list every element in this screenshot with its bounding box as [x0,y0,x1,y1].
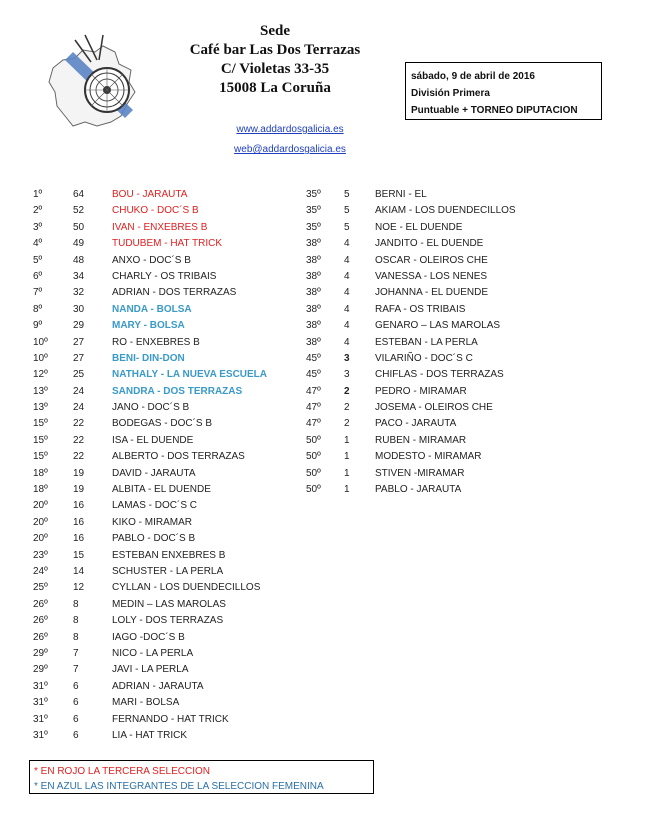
position-cell: 12º [33,369,48,381]
ranking-row [306,351,546,367]
position-cell: 26º [33,598,48,610]
points-cell: 6 [73,729,79,741]
points-cell: 29 [73,320,85,332]
points-cell: 1 [344,451,350,463]
ranking-row [306,482,546,498]
points-cell: 1 [344,467,350,479]
points-cell: 4 [344,270,350,282]
player-team-cell: SANDRA - DOS TERRAZAS [112,385,243,397]
ranking-row [306,302,546,318]
contact-links [215,120,365,160]
player-team-cell: ALBITA - EL DUENDE [112,484,211,496]
points-cell: 8 [73,615,79,627]
ranking-row [306,187,546,203]
ranking-row [33,466,303,482]
player-team-cell: RAFA - OS TRIBAIS [375,303,466,315]
player-team-cell: NICO - LA PERLA [112,647,194,659]
position-cell: 35º [306,189,321,200]
ranking-row [306,416,546,432]
player-team-cell: BENI- DIN-DON [112,352,185,364]
ranking-row [33,531,303,547]
ranking-row [33,728,303,744]
position-cell: 38º [306,238,321,250]
header-line-city: 15008 La Coruña [219,80,331,96]
points-cell: 7 [73,647,79,659]
player-team-cell: RO - ENXEBRES B [112,336,200,348]
points-cell: 2 [344,418,350,430]
position-cell: 38º [306,254,321,266]
legend-box [29,760,374,794]
ranking-row [33,335,303,351]
player-team-cell: VANESSA - LOS NENES [375,270,488,282]
points-cell: 15 [73,549,85,561]
position-cell: 6º [33,270,43,282]
points-cell: 5 [344,205,350,217]
ranking-row [33,515,303,531]
position-cell: 23º [33,549,48,561]
points-cell: 6 [73,713,79,725]
legend-red-note: * EN ROJO LA TERCERA SELECCION [34,766,210,777]
points-cell: 50 [73,221,85,233]
ranking-row [33,646,303,662]
points-cell: 19 [73,484,85,496]
ranking-row [33,597,303,613]
position-cell: 10º [33,336,48,348]
player-team-cell: DAVID - JARAUTA [112,467,196,479]
ranking-column-left [33,187,303,744]
position-cell: 20º [33,500,48,512]
ranking-row [306,253,546,269]
ranking-row [306,220,546,236]
points-cell: 25 [73,369,85,381]
points-cell: 22 [73,451,85,463]
position-cell: 45º [306,369,321,381]
player-team-cell: ISA - EL DUENDE [112,434,194,446]
ranking-row [33,548,303,564]
points-cell: 5 [344,221,350,233]
ranking-row [33,253,303,269]
ranking-row [306,236,546,252]
points-cell: 16 [73,516,85,528]
points-cell: 1 [344,484,350,496]
player-team-cell: ADRIAN - JARAUTA [112,680,204,692]
position-cell: 38º [306,336,321,348]
ranking-row [33,302,303,318]
points-cell: 24 [73,402,85,414]
header-line-street: C/ Violetas 33-35 [220,61,330,77]
venue-header [175,22,375,98]
ranking-row [306,466,546,482]
ranking-row [33,236,303,252]
points-cell: 7 [73,664,79,676]
points-cell: 3 [344,352,350,364]
ranking-row [33,416,303,432]
ranking-column-right [306,187,546,498]
points-cell: 22 [73,418,85,430]
event-division: División Primera [411,88,490,99]
player-team-cell: ADRIAN - DOS TERRAZAS [112,287,237,299]
position-cell: 47º [306,385,321,397]
points-cell: 16 [73,533,85,545]
position-cell: 18º [33,467,48,479]
position-cell: 50º [306,467,321,479]
ranking-row [33,269,303,285]
position-cell: 26º [33,631,48,643]
player-team-cell: PABLO - JARAUTA [375,484,462,496]
position-cell: 13º [33,402,48,414]
ranking-row [306,285,546,301]
position-cell: 1º [33,189,43,200]
player-team-cell: ESTEBAN - LA PERLA [375,336,478,348]
points-cell: 27 [73,352,85,364]
position-cell: 9º [33,320,43,332]
player-team-cell: PACO - JARAUTA [375,418,457,430]
points-cell: 49 [73,238,85,250]
player-team-cell: JANDITO - EL DUENDE [375,238,484,250]
ranking-row [33,564,303,580]
player-team-cell: NANDA - BOLSA [112,303,192,315]
ranking-row [33,449,303,465]
position-cell: 50º [306,484,321,496]
header-line-sede: Sede [260,23,290,39]
player-team-cell: JOSEMA - OLEIROS CHE [375,402,493,414]
legend-blue-note: * EN AZUL LAS INTEGRANTES DE LA SELECCION FEMENINA [34,781,324,792]
ranking-row [306,400,546,416]
player-team-cell: CHIFLAS - DOS TERRAZAS [375,369,504,381]
points-cell: 3 [344,369,350,381]
points-cell: 4 [344,238,350,250]
header-line-venue: Café bar Las Dos Terrazas [189,42,361,58]
player-team-cell: JAVI - LA PERLA [112,664,189,676]
player-team-cell: MARY - BOLSA [112,320,185,332]
ranking-row [306,367,546,383]
position-cell: 4º [33,238,43,250]
points-cell: 27 [73,336,85,348]
ranking-row [33,318,303,334]
position-cell: 38º [306,287,321,299]
position-cell: 3º [33,221,43,233]
player-team-cell: GENARO – LAS MAROLAS [375,320,501,332]
ranking-row [33,662,303,678]
position-cell: 50º [306,451,321,463]
points-cell: 30 [73,303,85,315]
points-cell: 5 [344,189,350,200]
player-team-cell: ESTEBAN ENXEBRES B [112,549,226,561]
ranking-row [33,630,303,646]
position-cell: 18º [33,484,48,496]
points-cell: 52 [73,205,85,217]
ranking-row [33,367,303,383]
position-cell: 20º [33,516,48,528]
points-cell: 64 [73,189,85,200]
position-cell: 5º [33,254,43,266]
position-cell: 38º [306,320,321,332]
points-cell: 12 [73,582,85,594]
player-team-cell: JANO - DOC´S B [112,402,190,414]
ranking-row [306,269,546,285]
points-cell: 4 [344,320,350,332]
ranking-row [306,318,546,334]
position-cell: 15º [33,451,48,463]
position-cell: 38º [306,303,321,315]
player-team-cell: NATHALY - LA NUEVA ESCUELA [112,369,268,381]
position-cell: 13º [33,385,48,397]
position-cell: 25º [33,582,48,594]
ranking-row [33,613,303,629]
points-cell: 4 [344,254,350,266]
position-cell: 20º [33,533,48,545]
email-link[interactable]: web@addardosgalicia.es [234,144,346,155]
points-cell: 4 [344,287,350,299]
event-date: sábado, 9 de abril de 2016 [411,71,535,82]
position-cell: 31º [33,697,48,709]
player-team-cell: CHUKO - DOC´S B [112,205,199,217]
position-cell: 50º [306,434,321,446]
position-cell: 29º [33,647,48,659]
player-team-cell: OSCAR - OLEIROS CHE [375,254,488,266]
points-cell: 6 [73,680,79,692]
player-team-cell: AKIAM - LOS DUENDECILLOS [375,205,516,217]
points-cell: 4 [344,303,350,315]
position-cell: 35º [306,205,321,217]
points-cell: 2 [344,402,350,414]
federation-logo [45,30,145,140]
position-cell: 31º [33,713,48,725]
player-team-cell: CYLLAN - LOS DUENDECILLOS [112,582,261,594]
points-cell: 48 [73,254,85,266]
position-cell: 47º [306,402,321,414]
player-team-cell: STIVEN -MIRAMAR [375,467,465,479]
player-team-cell: IAGO -DOC´S B [112,631,185,643]
position-cell: 29º [33,664,48,676]
player-team-cell: JOHANNA - EL DUENDE [375,287,488,299]
player-team-cell: ANXO - DOC´S B [112,254,191,266]
ranking-row [306,203,546,219]
ranking-row [306,384,546,400]
points-cell: 2 [344,385,350,397]
position-cell: 38º [306,270,321,282]
ranking-row [33,220,303,236]
position-cell: 26º [33,615,48,627]
player-team-cell: FERNANDO - HAT TRICK [112,713,229,725]
points-cell: 14 [73,565,85,577]
player-team-cell: ALBERTO - DOS TERRAZAS [112,451,245,463]
player-team-cell: CHARLY - OS TRIBAIS [112,270,217,282]
player-team-cell: IVAN - ENXEBRES B [112,221,208,233]
position-cell: 31º [33,680,48,692]
position-cell: 47º [306,418,321,430]
position-cell: 31º [33,729,48,741]
position-cell: 24º [33,565,48,577]
player-team-cell: BOU - JARAUTA [112,189,188,200]
points-cell: 22 [73,434,85,446]
player-team-cell: KIKO - MIRAMAR [112,516,193,528]
points-cell: 1 [344,434,350,446]
player-team-cell: MEDIN – LAS MAROLAS [112,598,226,610]
dartboard-map-icon [45,30,145,140]
ranking-row [33,433,303,449]
position-cell: 15º [33,434,48,446]
player-team-cell: VILARIÑO - DOC´S C [375,352,473,364]
position-cell: 10º [33,352,48,364]
points-cell: 6 [73,697,79,709]
event-info-box [405,62,602,120]
points-cell: 19 [73,467,85,479]
ranking-row [306,335,546,351]
points-cell: 24 [73,385,85,397]
event-tournament: Puntuable + TORNEO DIPUTACION [411,105,578,116]
player-team-cell: RUBEN - MIRAMAR [375,434,467,446]
player-team-cell: BODEGAS - DOC´S B [112,418,213,430]
player-team-cell: LAMAS - DOC´S C [112,500,198,512]
ranking-row [33,351,303,367]
ranking-row [33,712,303,728]
player-team-cell: MARI - BOLSA [112,697,180,709]
ranking-row [33,203,303,219]
ranking-row [33,498,303,514]
ranking-row [33,285,303,301]
position-cell: 7º [33,287,43,299]
points-cell: 32 [73,287,85,299]
player-team-cell: NOE - EL DUENDE [375,221,463,233]
points-cell: 34 [73,270,85,282]
ranking-row [33,187,303,203]
points-cell: 8 [73,631,79,643]
points-cell: 16 [73,500,85,512]
position-cell: 15º [33,418,48,430]
ranking-row [33,400,303,416]
ranking-row [33,580,303,596]
player-team-cell: LIA - HAT TRICK [112,729,188,741]
ranking-row [33,679,303,695]
position-cell: 45º [306,352,321,364]
player-team-cell: PEDRO - MIRAMAR [375,385,467,397]
points-cell: 4 [344,336,350,348]
website-link[interactable]: www.addardosgalicia.es [236,124,344,135]
ranking-row [33,482,303,498]
ranking-row [33,695,303,711]
player-team-cell: BERNI - EL [375,189,427,200]
ranking-row [33,384,303,400]
position-cell: 8º [33,303,43,315]
position-cell: 2º [33,205,43,217]
player-team-cell: PABLO - DOC´S B [112,533,196,545]
player-team-cell: LOLY - DOS TERRAZAS [112,615,224,627]
ranking-row [306,433,546,449]
player-team-cell: SCHUSTER - LA PERLA [112,565,224,577]
player-team-cell: TUDUBEM - HAT TRICK [112,238,223,250]
points-cell: 8 [73,598,79,610]
ranking-row [306,449,546,465]
player-team-cell: MODESTO - MIRAMAR [375,451,482,463]
position-cell: 35º [306,221,321,233]
